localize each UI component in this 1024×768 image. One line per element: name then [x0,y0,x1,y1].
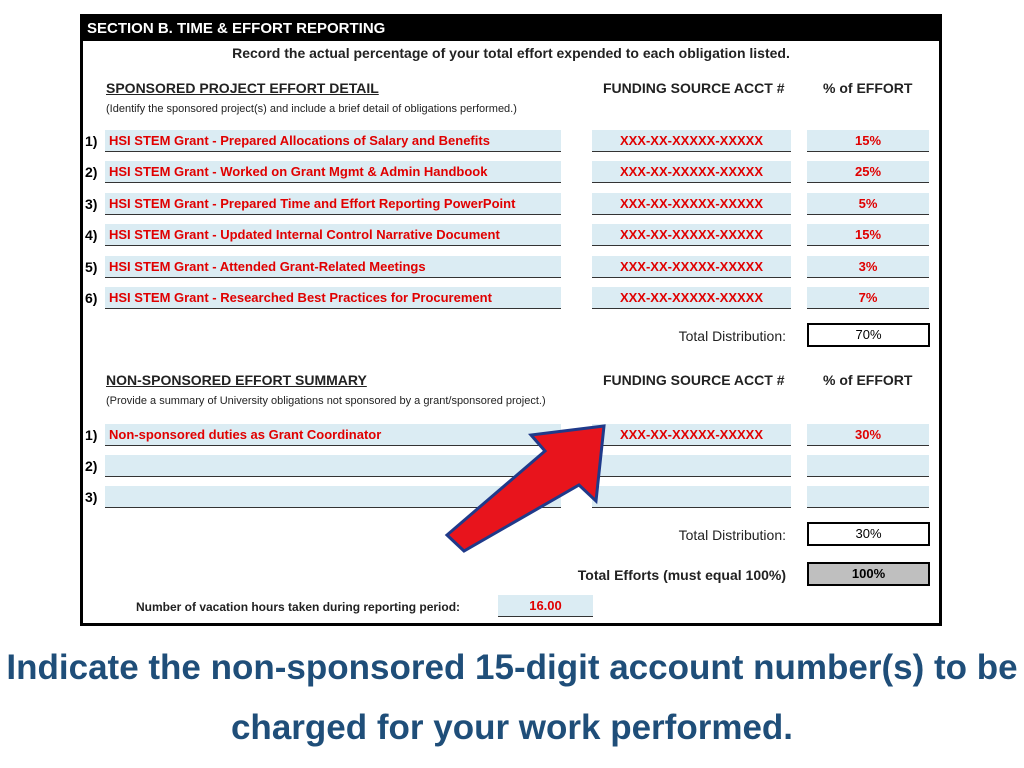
nonsponsored-description-field[interactable]: Non-sponsored duties as Grant Coordinator [105,424,561,446]
nonsponsored-percent-field[interactable] [807,486,929,508]
sponsored-description-field[interactable]: HSI STEM Grant - Prepared Allocations of Salary and Benefits [105,130,561,152]
vacation-hours-label: Number of vacation hours taken during reporting period: [136,600,461,614]
row-number: 1) [85,427,98,443]
sponsored-percent-column-header: % of EFFORT [823,80,913,96]
row-number: 5) [85,259,98,275]
sponsored-account-field[interactable]: XXX-XX-XXXXX-XXXXX [592,193,791,215]
sponsored-percent-field[interactable]: 15% [807,130,929,152]
sponsored-percent-field[interactable]: 15% [807,224,929,246]
sponsored-percent-field[interactable]: 5% [807,193,929,215]
row-number: 6) [85,290,98,306]
sponsored-account-field[interactable]: XXX-XX-XXXXX-XXXXX [592,130,791,152]
form-subtitle: Record the actual percentage of your total effort expended to each obligation listed. [232,45,790,61]
sponsored-percent-field[interactable]: 7% [807,287,929,309]
sponsored-section-hint: (Identify the sponsored project(s) and include a brief detail of obligations performed.) [106,103,517,115]
vacation-hours-field[interactable]: 16.00 [498,595,593,617]
sponsored-description-field[interactable]: HSI STEM Grant - Prepared Time and Effort Reporting PowerPoint [105,193,561,215]
sponsored-total-label: Total Distribution: [678,328,786,344]
nonsponsored-percent-column-header: % of EFFORT [823,372,913,388]
row-number: 3) [85,196,98,212]
sponsored-account-field[interactable]: XXX-XX-XXXXX-XXXXX [592,256,791,278]
nonsponsored-section-title: NON-SPONSORED EFFORT SUMMARY [106,372,367,388]
sponsored-percent-field[interactable]: 25% [807,161,929,183]
sponsored-account-field[interactable]: XXX-XX-XXXXX-XXXXX [592,287,791,309]
nonsponsored-account-field[interactable] [592,455,791,477]
row-number: 2) [85,164,98,180]
nonsponsored-account-field[interactable] [592,486,791,508]
row-number: 1) [85,133,98,149]
nonsponsored-percent-field[interactable]: 30% [807,424,929,446]
nonsponsored-account-column-header: FUNDING SOURCE ACCT # [603,372,785,388]
nonsponsored-total-box: 30% [807,522,930,546]
sponsored-description-field[interactable]: HSI STEM Grant - Researched Best Practices for Procurement [105,287,561,309]
row-number: 2) [85,458,98,474]
nonsponsored-total-label: Total Distribution: [678,527,786,543]
total-efforts-label: Total Efforts (must equal 100%) [577,567,786,583]
nonsponsored-percent-field[interactable] [807,455,929,477]
sponsored-description-field[interactable]: HSI STEM Grant - Attended Grant-Related Meetings [105,256,561,278]
sponsored-account-field[interactable]: XXX-XX-XXXXX-XXXXX [592,161,791,183]
row-number: 4) [85,227,98,243]
sponsored-description-field[interactable]: HSI STEM Grant - Updated Internal Control Narrative Document [105,224,561,246]
nonsponsored-account-field[interactable]: XXX-XX-XXXXX-XXXXX [592,424,791,446]
sponsored-section-title: SPONSORED PROJECT EFFORT DETAIL [106,80,379,96]
total-efforts-box: 100% [807,562,930,586]
sponsored-percent-field[interactable]: 3% [807,256,929,278]
nonsponsored-section-hint: (Provide a summary of University obligations not sponsored by a grant/sponsored project.) [106,395,546,407]
section-header: SECTION B. TIME & EFFORT REPORTING [83,17,939,41]
row-number: 3) [85,489,98,505]
sponsored-account-field[interactable]: XXX-XX-XXXXX-XXXXX [592,224,791,246]
sponsored-account-column-header: FUNDING SOURCE ACCT # [603,80,785,96]
pointer-arrow-icon [440,415,620,565]
sponsored-total-box: 70% [807,323,930,347]
slide-caption: Indicate the non-sponsored 15-digit account number(s) to be charged for your work performed. [6,648,1018,747]
sponsored-description-field[interactable]: HSI STEM Grant - Worked on Grant Mgmt & Admin Handbook [105,161,561,183]
